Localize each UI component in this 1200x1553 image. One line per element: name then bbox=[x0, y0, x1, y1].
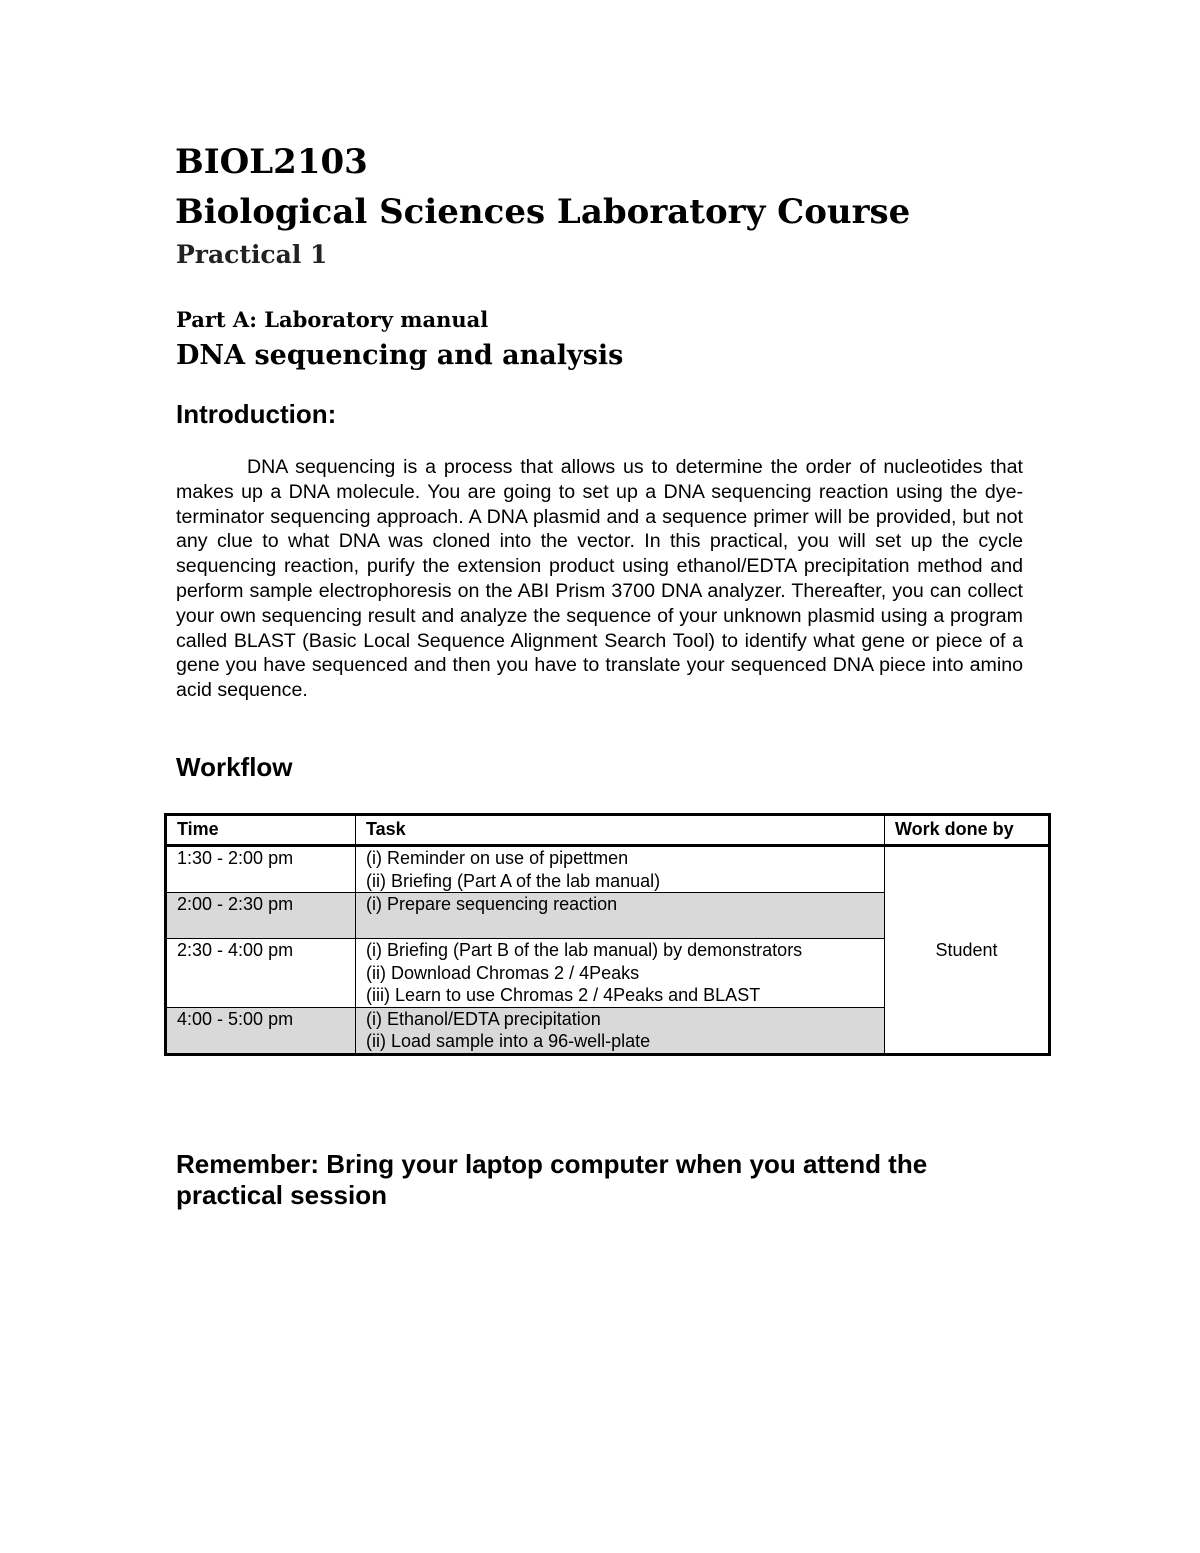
task-line: (iii) Learn to use Chromas 2 / 4Peaks and BLAST bbox=[366, 985, 761, 1005]
time-cell: 1:30 - 2:00 pm bbox=[166, 846, 356, 893]
task-line: (i) Reminder on use of pipettmen bbox=[366, 848, 629, 868]
introduction-heading: Introduction: bbox=[176, 399, 337, 429]
workflow-heading: Workflow bbox=[176, 752, 293, 782]
task-cell bbox=[356, 893, 885, 939]
course-code: BIOL2103 bbox=[175, 142, 368, 182]
table-header-row bbox=[166, 815, 1050, 846]
time-cell: 4:00 - 5:00 pm bbox=[166, 1007, 356, 1054]
part-subtitle: DNA sequencing and analysis bbox=[176, 340, 624, 371]
task-cell bbox=[356, 846, 885, 893]
practical-number: Practical 1 bbox=[176, 240, 328, 269]
time-cell: 2:00 - 2:30 pm bbox=[166, 893, 356, 939]
task-line: (i) Ethanol/EDTA precipitation bbox=[366, 1008, 601, 1029]
workflow-table bbox=[164, 813, 1051, 1056]
task-line: (ii) Briefing (Part A of the lab manual) bbox=[366, 870, 661, 891]
task-line: (ii) Download Chromas 2 / 4Peaks bbox=[366, 962, 640, 983]
task-line: (i) Briefing (Part B of the lab manual) by demonstrators bbox=[366, 940, 803, 960]
introduction-paragraph: DNA sequencing is a process that allows us to determine the order of nucleotides that makes up a DNA molecule. You are going to set up a DNA sequencing reaction using the dye-terminator sequencing approach. A DNA plasmid and a sequence primer will be provided, but not any clue to what DNA was cloned into the vector. In this practical, you will set up the cycle sequencing reaction, purify the extension product using ethanol/EDTA precipitation method and perform sample electrophoresis on the ABI Prism 3700 DNA analyzer. Thereafter, you can collect your own sequencing result and analyze the sequence of your unknown plasmid using a program called BLAST (Basic Local Sequence Alignment Search Tool) to identify what gene or piece of a gene you have sequenced and then you have to translate your sequenced DNA piece into amino acid sequence. bbox=[176, 456, 1023, 702]
part-label: Part A: Laboratory manual bbox=[176, 307, 489, 332]
course-title: Biological Sciences Laboratory Course bbox=[175, 192, 911, 232]
table-row bbox=[166, 846, 1050, 893]
time-cell: 2:30 - 4:00 pm bbox=[166, 939, 356, 1008]
work-done-by-cell: Student bbox=[885, 846, 1050, 1055]
task-line: (ii) Load sample into a 96-well-plate bbox=[366, 1031, 651, 1051]
column-header-task: Task bbox=[356, 815, 885, 846]
column-header-time: Time bbox=[166, 815, 356, 846]
column-header-work-done-by: Work done by bbox=[885, 815, 1050, 846]
task-line: (i) Prepare sequencing reaction bbox=[366, 894, 618, 914]
task-cell bbox=[356, 939, 885, 1008]
reminder-note: Remember: Bring your laptop computer when you attend the practical session bbox=[176, 1149, 928, 1210]
task-cell bbox=[356, 1007, 885, 1054]
